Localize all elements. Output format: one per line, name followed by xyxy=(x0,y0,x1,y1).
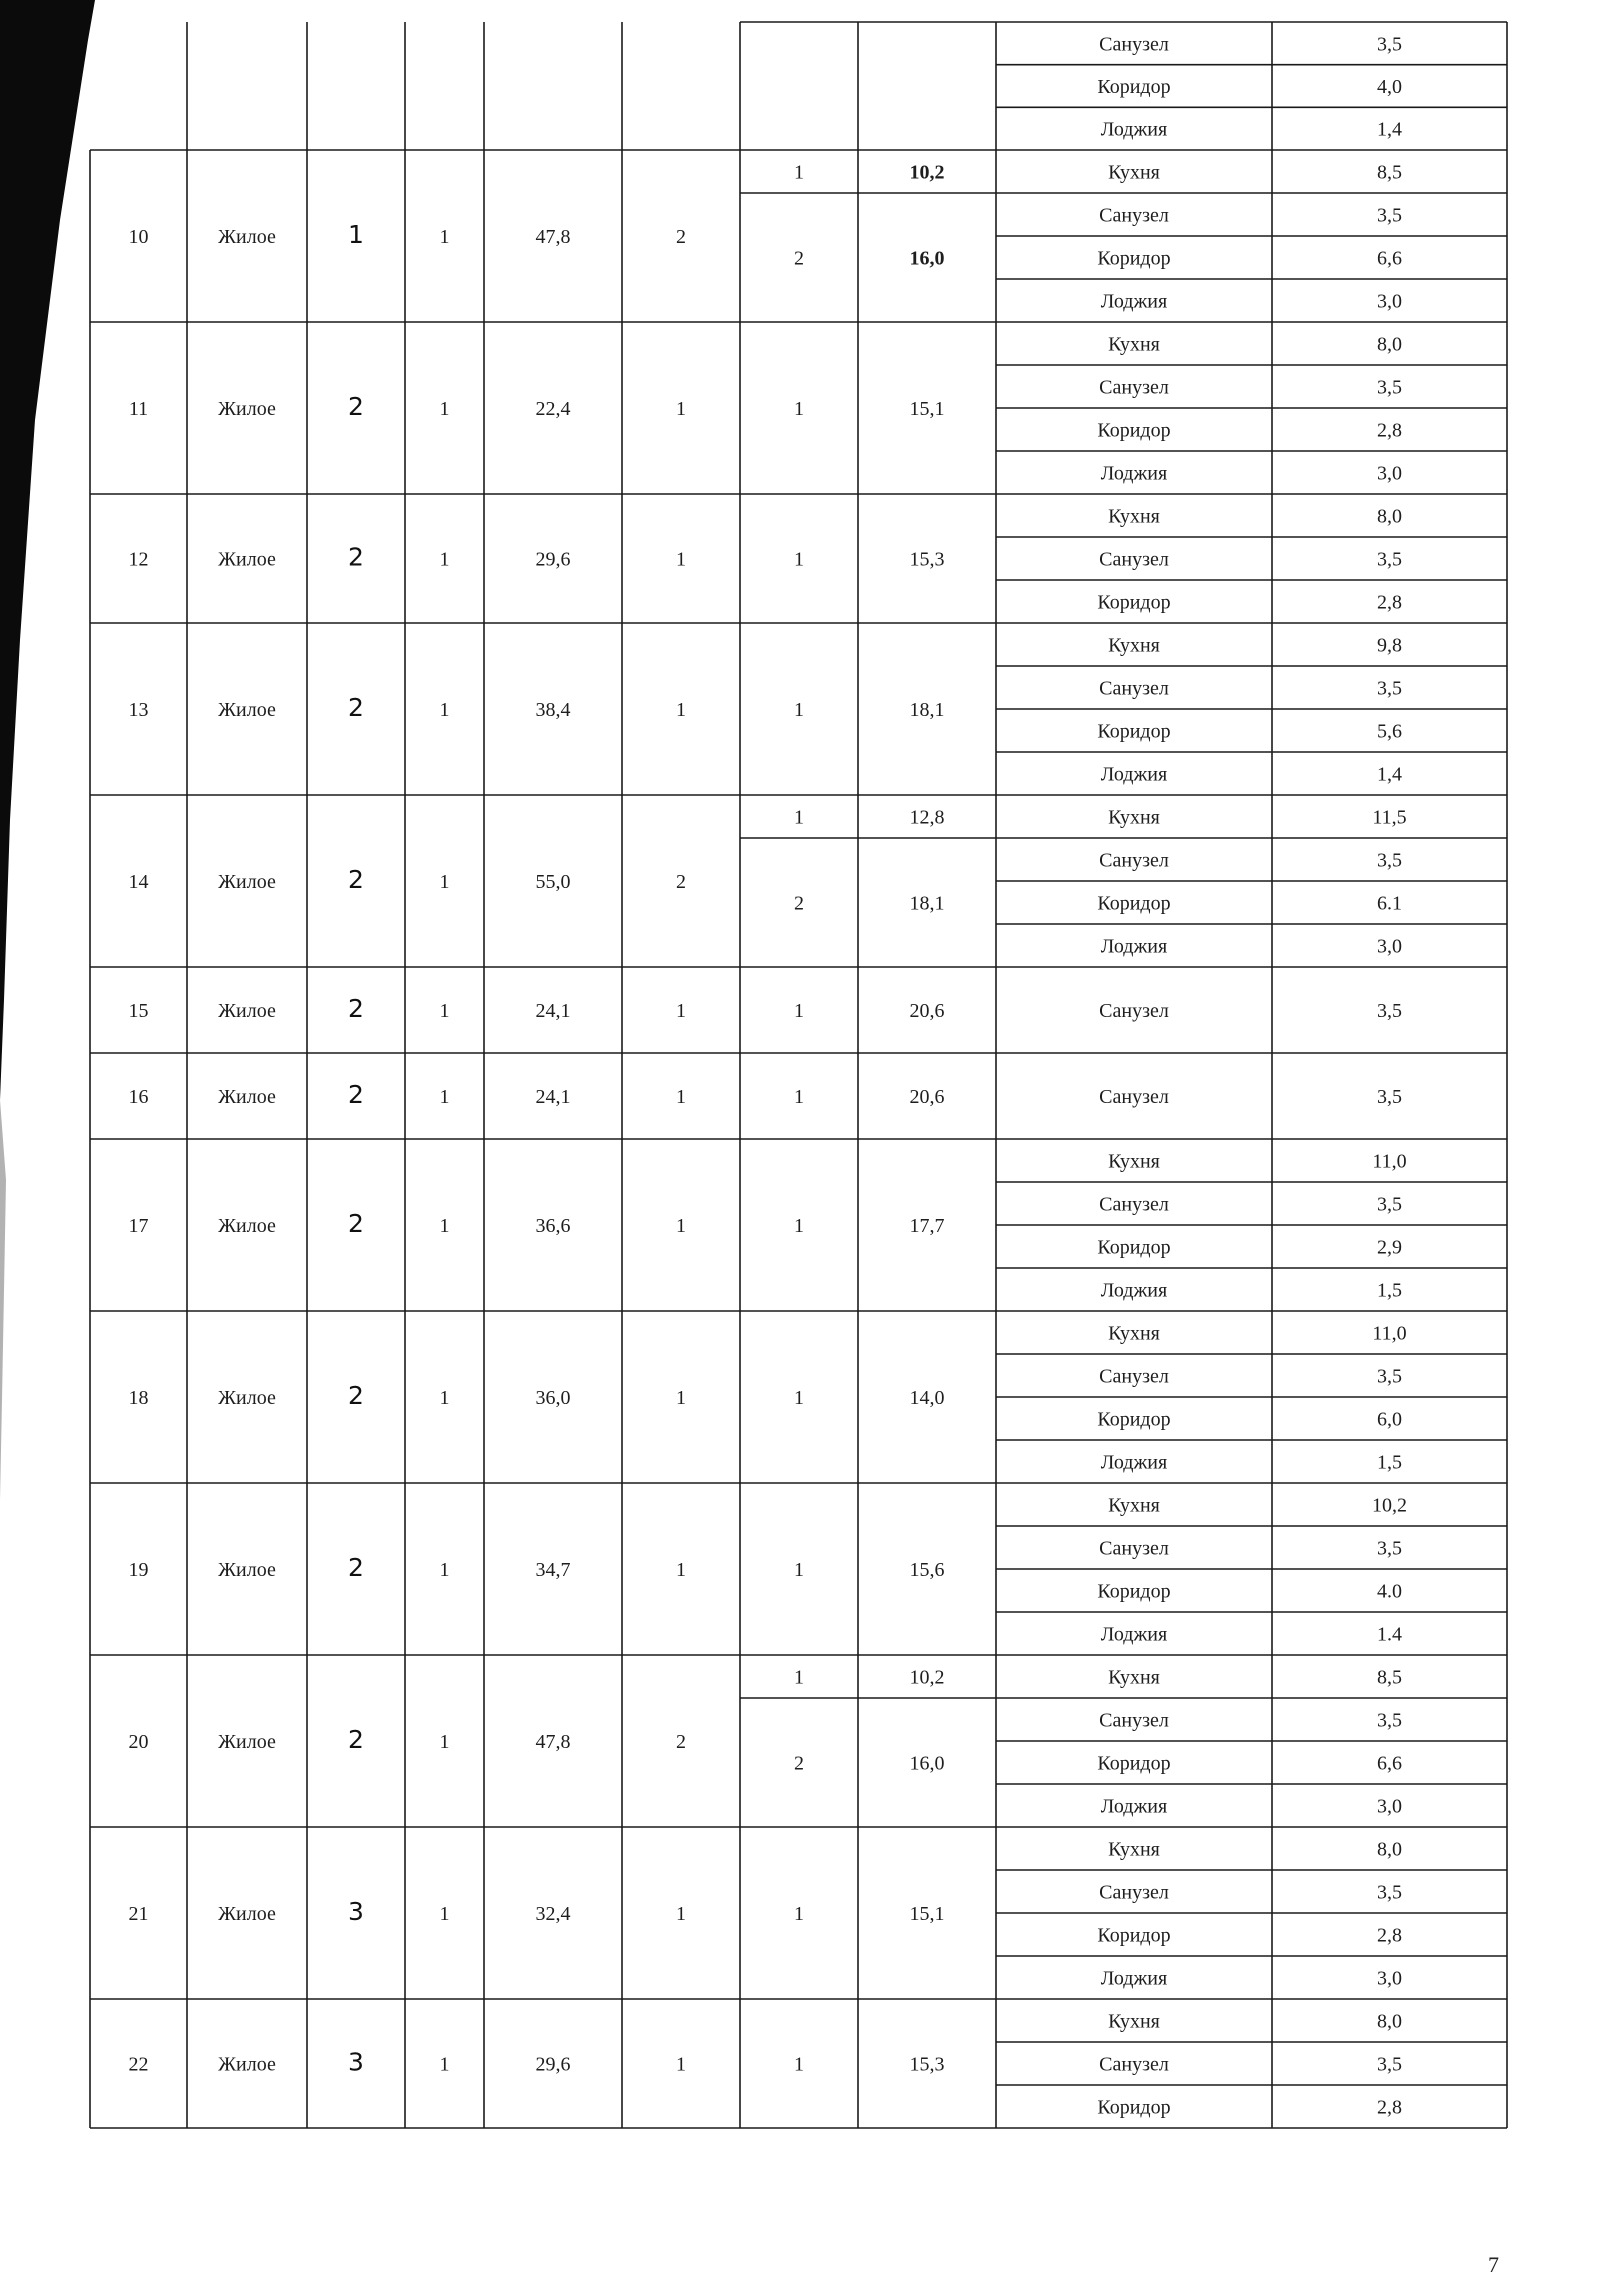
cell-living-room-area: 15,3 xyxy=(909,548,945,571)
cell-aux-area: 10,2 xyxy=(1372,1494,1407,1517)
cell-apartment-no: 15 xyxy=(128,1000,149,1022)
cell-aux-area: 3,5 xyxy=(1377,1365,1402,1388)
cell-aux-room: Коридор xyxy=(1097,1408,1171,1431)
cell-apartment-no: 18 xyxy=(128,1387,149,1409)
cell-apartment-no: 14 xyxy=(128,871,149,893)
cell-aux-area: 3,0 xyxy=(1377,935,1402,958)
cell-floor: 2 xyxy=(348,865,364,894)
cell-aux-room: Кухня xyxy=(1108,333,1160,356)
cell-aux-area: 4.0 xyxy=(1377,1580,1402,1603)
cell-aux-area: 3,5 xyxy=(1377,1193,1402,1216)
cell-aux-room: Коридор xyxy=(1097,1752,1171,1775)
cell-unit: 1 xyxy=(439,398,450,420)
cell-aux-room: Санузел xyxy=(1099,677,1169,700)
cell-aux-room: Кухня xyxy=(1108,1494,1160,1517)
cell-apartment-type: Жилое xyxy=(218,2053,276,2076)
cell-aux-room: Лоджия xyxy=(1100,1795,1168,1818)
cell-aux-area: 3,0 xyxy=(1377,290,1402,313)
cell-aux-room: Коридор xyxy=(1097,1924,1171,1947)
cell-living-room-no: 1 xyxy=(794,699,804,721)
cell-aux-area: 3,5 xyxy=(1377,1000,1402,1022)
cell-aux-room: Лоджия xyxy=(1100,290,1168,313)
cell-aux-area: 3,0 xyxy=(1377,462,1402,485)
cell-apartment-type: Жилое xyxy=(218,226,276,248)
cell-aux-room: Лоджия xyxy=(1100,1279,1168,1302)
cell-rooms-count: 1 xyxy=(676,1903,686,1925)
cell-aux-area: 3,5 xyxy=(1377,849,1402,872)
cell-living-room-no: 1 xyxy=(794,1903,804,1925)
cell-aux-area: 2,8 xyxy=(1377,2096,1402,2119)
cell-apartment-type: Жилое xyxy=(218,1086,276,1108)
cell-total-area: 32,4 xyxy=(535,1903,571,1925)
cell-aux-room: Коридор xyxy=(1097,1236,1171,1259)
cell-aux-room: Лоджия xyxy=(1100,1967,1168,1990)
cell-aux-room: Кухня xyxy=(1108,634,1160,657)
cell-total-area: 55,0 xyxy=(535,871,571,893)
cell-aux-room: Санузел xyxy=(1099,1193,1169,1216)
cell-living-room-no: 1 xyxy=(794,2053,804,2076)
cell-aux-area: 1,5 xyxy=(1377,1279,1402,1302)
cell-aux-area: 8,0 xyxy=(1377,1838,1402,1861)
cell-rooms-count: 2 xyxy=(676,226,686,248)
cell-aux-room: Санузел xyxy=(1099,1000,1169,1022)
cell-living-room-no: 1 xyxy=(794,1666,804,1689)
cell-aux-room: Коридор xyxy=(1097,247,1171,270)
cell-total-area: 24,1 xyxy=(535,1086,571,1108)
cell-floor: 1 xyxy=(348,220,364,249)
cell-aux-room: Санузел xyxy=(1099,849,1169,872)
cell-apartment-no: 19 xyxy=(128,1559,149,1581)
cell-living-room-no: 2 xyxy=(794,892,804,915)
cell-living-room-no: 1 xyxy=(794,1559,804,1581)
cell-unit: 1 xyxy=(439,699,450,721)
cell-aux-area: 6,0 xyxy=(1377,1408,1402,1431)
cell-floor: 2 xyxy=(348,542,364,572)
cell-apartment-type: Жилое xyxy=(218,1215,276,1237)
cell-aux-area: 3,0 xyxy=(1377,1967,1402,1990)
cell-aux-area: 11,5 xyxy=(1372,806,1407,829)
cell-aux-room: Санузел xyxy=(1099,376,1169,399)
cell-floor: 2 xyxy=(348,1553,364,1582)
cell-total-area: 47,8 xyxy=(535,226,571,248)
cell-floor: 2 xyxy=(348,1381,364,1410)
cell-aux-area: 8,0 xyxy=(1377,505,1402,528)
cell-unit: 1 xyxy=(439,871,450,893)
cell-unit: 1 xyxy=(439,1387,450,1409)
cell-living-room-no: 1 xyxy=(794,398,804,420)
cell-total-area: 22,4 xyxy=(535,398,571,420)
cell-aux-room: Коридор xyxy=(1097,76,1171,98)
cell-living-room-no: 2 xyxy=(794,247,804,270)
cell-apartment-type: Жилое xyxy=(218,548,276,571)
cell-apartment-no: 22 xyxy=(128,2053,149,2076)
cell-rooms-count: 2 xyxy=(676,871,686,893)
cell-aux-room: Кухня xyxy=(1108,161,1160,184)
cell-aux-area: 3,5 xyxy=(1377,204,1402,227)
cell-aux-room: Лоджия xyxy=(1100,763,1168,786)
cell-aux-area: 11,0 xyxy=(1372,1322,1407,1345)
cell-floor: 2 xyxy=(348,693,364,722)
cell-floor: 2 xyxy=(348,392,364,421)
cell-aux-area: 1.4 xyxy=(1377,1623,1402,1646)
cell-aux-area: 6,6 xyxy=(1377,247,1402,270)
cell-floor: 3 xyxy=(348,2047,364,2077)
cell-aux-area: 2,9 xyxy=(1377,1236,1402,1259)
cell-living-room-area: 20,6 xyxy=(909,1000,945,1022)
cell-unit: 1 xyxy=(439,1559,450,1581)
cell-total-area: 47,8 xyxy=(535,1731,571,1753)
cell-rooms-count: 1 xyxy=(676,699,686,721)
cell-aux-area: 3,5 xyxy=(1377,677,1402,700)
cell-living-room-no: 1 xyxy=(794,548,804,571)
cell-living-room-no: 1 xyxy=(794,1387,804,1409)
cell-aux-area: 4,0 xyxy=(1377,76,1402,98)
cell-living-room-no: 2 xyxy=(794,1752,804,1775)
cell-aux-room: Лоджия xyxy=(1100,462,1168,485)
cell-aux-area: 1,4 xyxy=(1377,118,1402,141)
cell-aux-room: Санузел xyxy=(1099,33,1169,56)
cell-unit: 1 xyxy=(439,1215,450,1237)
page-number: 7 xyxy=(1488,2252,1499,2277)
cell-aux-room: Коридор xyxy=(1097,1580,1171,1603)
cell-aux-area: 8,5 xyxy=(1377,1666,1402,1689)
cell-aux-room: Кухня xyxy=(1108,1150,1160,1173)
cell-aux-room: Санузел xyxy=(1099,204,1169,227)
cell-aux-area: 6,6 xyxy=(1377,1752,1402,1775)
cell-aux-room: Санузел xyxy=(1099,548,1169,571)
cell-aux-area: 3,5 xyxy=(1377,1086,1402,1108)
cell-aux-area: 3,5 xyxy=(1377,33,1402,56)
cell-aux-area: 3,0 xyxy=(1377,1795,1402,1818)
cell-aux-area: 2,8 xyxy=(1377,419,1402,442)
cell-aux-room: Кухня xyxy=(1108,2010,1160,2033)
cell-aux-area: 1,5 xyxy=(1377,1451,1402,1474)
cell-apartment-type: Жилое xyxy=(218,699,276,721)
cell-total-area: 24,1 xyxy=(535,1000,571,1022)
cell-unit: 1 xyxy=(439,1731,450,1753)
cell-rooms-count: 1 xyxy=(676,1215,686,1237)
cell-apartment-type: Жилое xyxy=(218,1387,276,1409)
cell-living-room-area: 18,1 xyxy=(909,699,945,721)
cell-apartment-no: 11 xyxy=(128,398,149,420)
cell-aux-room: Лоджия xyxy=(1100,118,1168,141)
cell-apartment-no: 12 xyxy=(128,548,149,571)
cell-living-room-area: 18,1 xyxy=(909,892,945,915)
cell-rooms-count: 1 xyxy=(676,2053,686,2076)
cell-aux-room: Коридор xyxy=(1097,419,1171,442)
cell-living-room-area: 10,2 xyxy=(909,1666,945,1689)
cell-living-room-area: 15,6 xyxy=(909,1559,945,1581)
cell-rooms-count: 1 xyxy=(676,1387,686,1409)
cell-apartment-type: Жилое xyxy=(218,1000,276,1022)
cell-aux-room: Лоджия xyxy=(1100,935,1168,958)
cell-apartment-no: 17 xyxy=(128,1215,149,1237)
cell-total-area: 36,6 xyxy=(535,1215,571,1237)
cell-rooms-count: 2 xyxy=(676,1731,686,1753)
cell-aux-area: 3,5 xyxy=(1377,1537,1402,1560)
cell-aux-area: 3,5 xyxy=(1377,1709,1402,1732)
cell-unit: 1 xyxy=(439,548,450,571)
cell-living-room-area: 15,1 xyxy=(909,1903,945,1925)
cell-aux-room: Санузел xyxy=(1099,1537,1169,1560)
cell-living-room-no: 1 xyxy=(794,161,804,184)
cell-floor: 2 xyxy=(348,1080,364,1109)
cell-aux-area: 8,0 xyxy=(1377,333,1402,356)
cell-aux-room: Кухня xyxy=(1108,806,1160,829)
cell-apartment-type: Жилое xyxy=(218,1559,276,1581)
cell-rooms-count: 1 xyxy=(676,1000,686,1022)
cell-unit: 1 xyxy=(439,1000,450,1022)
cell-living-room-area: 15,3 xyxy=(909,2053,945,2076)
cell-aux-area: 6.1 xyxy=(1377,892,1402,915)
cell-apartment-no: 20 xyxy=(128,1731,149,1753)
cell-aux-room: Санузел xyxy=(1099,2053,1169,2076)
cell-aux-area: 3,5 xyxy=(1377,1881,1402,1904)
cell-living-room-area: 16,0 xyxy=(909,1752,945,1775)
cell-aux-room: Лоджия xyxy=(1100,1623,1168,1646)
cell-aux-area: 11,0 xyxy=(1372,1150,1407,1173)
cell-living-room-area: 17,7 xyxy=(909,1215,945,1237)
cell-aux-area: 2,8 xyxy=(1377,1924,1402,1947)
cell-rooms-count: 1 xyxy=(676,398,686,420)
cell-living-room-no: 1 xyxy=(794,1000,804,1022)
cell-aux-room: Коридор xyxy=(1097,720,1171,743)
cell-aux-area: 9,8 xyxy=(1377,634,1402,657)
cell-aux-room: Санузел xyxy=(1099,1881,1169,1904)
cell-aux-room: Коридор xyxy=(1097,591,1171,614)
cell-living-room-no: 1 xyxy=(794,1086,804,1108)
cell-apartment-no: 10 xyxy=(128,226,149,248)
cell-living-room-no: 1 xyxy=(794,1215,804,1237)
cell-floor: 2 xyxy=(348,994,364,1023)
cell-aux-room: Коридор xyxy=(1097,2096,1171,2119)
cell-aux-room: Кухня xyxy=(1108,1322,1160,1345)
cell-apartment-type: Жилое xyxy=(218,1731,276,1753)
cell-apartment-no: 13 xyxy=(128,699,149,721)
cell-living-room-area: 10,2 xyxy=(909,161,945,184)
cell-total-area: 29,6 xyxy=(535,548,571,571)
cell-living-room-area: 16,0 xyxy=(909,247,945,270)
cell-unit: 1 xyxy=(439,226,450,248)
cell-aux-area: 1,4 xyxy=(1377,763,1402,786)
cell-aux-room: Кухня xyxy=(1108,1666,1160,1689)
cell-aux-room: Санузел xyxy=(1099,1086,1169,1108)
cell-floor: 3 xyxy=(348,1897,364,1926)
cell-aux-area: 8,0 xyxy=(1377,2010,1402,2033)
cell-total-area: 34,7 xyxy=(535,1559,571,1581)
cell-aux-room: Санузел xyxy=(1099,1709,1169,1732)
cell-aux-area: 5,6 xyxy=(1377,720,1402,743)
cell-aux-area: 3,5 xyxy=(1377,2053,1402,2076)
cell-living-room-area: 15,1 xyxy=(909,398,945,420)
cell-total-area: 36,0 xyxy=(535,1387,571,1409)
cell-unit: 1 xyxy=(439,2053,450,2076)
cell-apartment-no: 16 xyxy=(128,1086,149,1108)
cell-total-area: 29,6 xyxy=(535,2053,571,2076)
cell-total-area: 38,4 xyxy=(535,699,571,721)
cell-aux-area: 3,5 xyxy=(1377,548,1402,571)
cell-aux-area: 8,5 xyxy=(1377,161,1402,184)
cell-living-room-area: 14,0 xyxy=(909,1387,945,1409)
cell-aux-room: Санузел xyxy=(1099,1365,1169,1388)
cell-floor: 2 xyxy=(348,1725,364,1754)
cell-apartment-type: Жилое xyxy=(218,871,276,893)
cell-rooms-count: 1 xyxy=(676,1086,686,1108)
cell-living-room-area: 12,8 xyxy=(909,806,945,829)
cell-aux-room: Лоджия xyxy=(1100,1451,1168,1474)
cell-rooms-count: 1 xyxy=(676,548,686,571)
cell-unit: 1 xyxy=(439,1903,450,1925)
cell-aux-area: 2,8 xyxy=(1377,591,1402,614)
cell-aux-room: Кухня xyxy=(1108,505,1160,528)
cell-apartment-type: Жилое xyxy=(218,1903,276,1925)
cell-living-room-area: 20,6 xyxy=(909,1086,945,1108)
cell-apartment-type: Жилое xyxy=(218,398,276,420)
cell-aux-area: 3,5 xyxy=(1377,376,1402,399)
cell-apartment-no: 21 xyxy=(128,1903,149,1925)
cell-rooms-count: 1 xyxy=(676,1559,686,1581)
cell-aux-room: Кухня xyxy=(1108,1838,1160,1861)
cell-living-room-no: 1 xyxy=(794,806,804,829)
cell-aux-room: Коридор xyxy=(1097,892,1171,915)
cell-unit: 1 xyxy=(439,1086,450,1108)
cell-floor: 2 xyxy=(348,1209,364,1238)
